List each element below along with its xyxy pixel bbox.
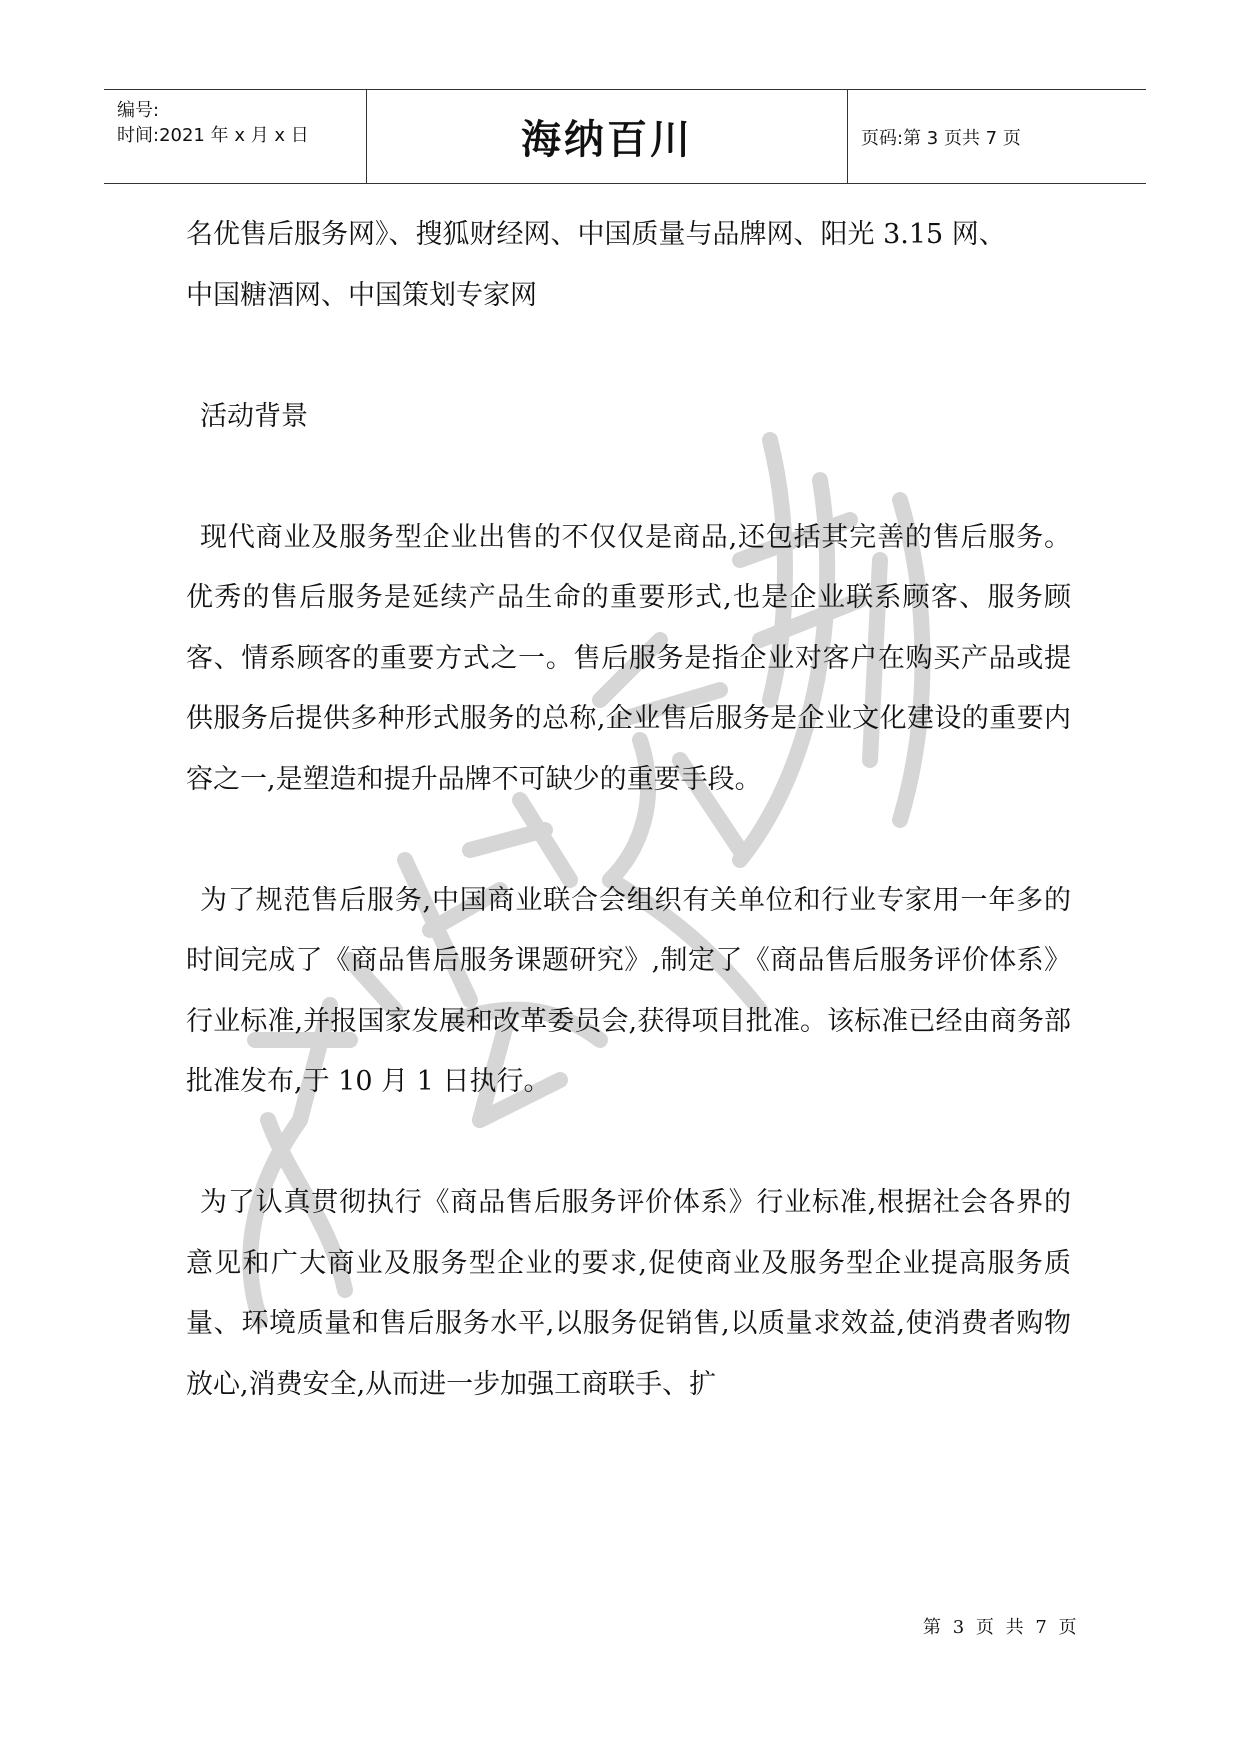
paragraph-continued-line-1: 名优售后服务网》、搜狐财经网、中国质量与品牌网、阳光 3.15 网、 — [186, 219, 1006, 250]
document-date-label: 时间:2021 年 x 月 x 日 — [117, 125, 309, 146]
page-body — [186, 205, 1071, 1415]
blank-line — [186, 447, 1071, 508]
document-number-label: 编号: — [117, 100, 160, 121]
paragraph-implementation: 为了认真贯彻执行《商品售后服务评价体系》行业标准,根据社会各界的意见和广大商业及服务型企业的要求,促使商业及服务型企业提高服务质量、环境质量和售后服务水平,以服务促销售,以质量求效益,使消费者购物放心,消费安全,从而进一步加强工商联手、扩 — [186, 1187, 1071, 1400]
paragraph-continued-line-2: 中国糖酒网、中国策划专家网 — [186, 279, 537, 311]
document-header — [104, 89, 1146, 184]
footer-page-number: 第 3 页 共 7 页 — [923, 1617, 1080, 1638]
blank-line — [186, 810, 1071, 871]
header-page-cell — [848, 90, 1146, 183]
header-meta-cell — [104, 90, 367, 183]
header-brand-cell — [367, 90, 848, 183]
header-page-label: 页码:第 3 页共 7 页 — [861, 127, 1021, 149]
blank-line — [186, 1113, 1071, 1174]
section-title: 活动背景 — [200, 400, 308, 432]
brand-title: 海纳百川 — [521, 117, 693, 163]
paragraph-background: 现代商业及服务型企业出售的不仅仅是商品,还包括其完善的售后服务。优秀的售后服务是延续产品生命的重要形式,也是企业联系顾客、服务顾客、情系顾客的重要方式之一。售后服务是指企业对客户在购买产品或提供服务后提供多种形式服务的总称,企业售后服务是企业文化建设的重要内容之一,是塑造和提升品牌不可缺少的重要手段。 — [186, 521, 1071, 795]
blank-line — [186, 326, 1071, 387]
paragraph-standard: 为了规范售后服务,中国商业联合会组织有关单位和行业专家用一年多的时间完成了《商品售后服务课题研究》,制定了《商品售后服务评价体系》行业标准,并报国家发展和改革委员会,获得项目批准。该标准已经由商务部批准发布,于 10 月 1 日执行。 — [186, 884, 1071, 1097]
